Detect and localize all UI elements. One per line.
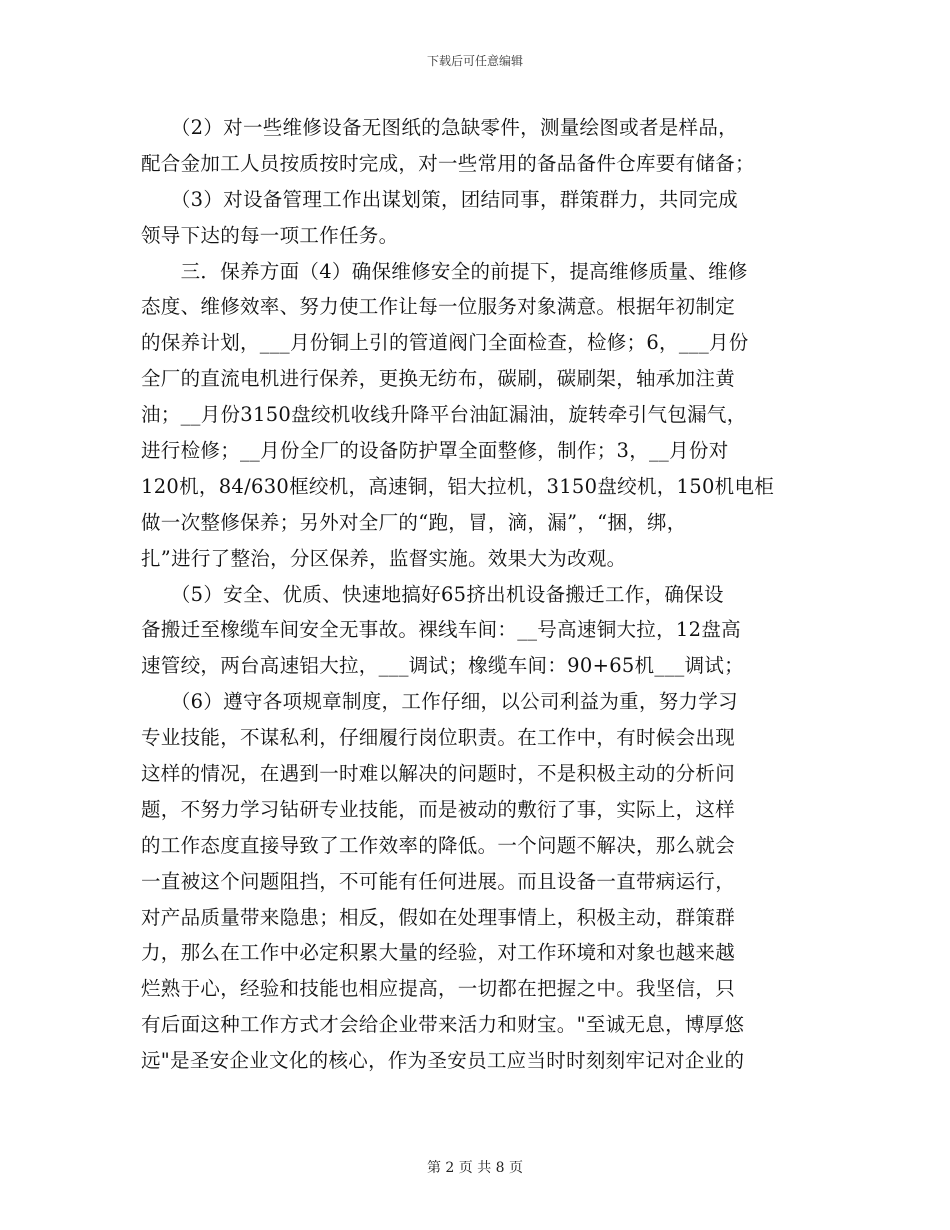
text-line: 一直被这个问题阻挡，不可能有任何进展。而且设备一直带病运行， [141,869,736,893]
text-line: 全厂的直流电机进行保养，更换无纺布，碳刷，碳刷架，轴承加注黄 [141,367,736,391]
text-line: 120机，84/630框绞机，高速铜，铝大拉机，3150盘绞机，150机电柜 [141,474,775,498]
text-line: 进行检修；__月份全厂的设备防护罩全面整修，制作；3，__月份对 [141,439,729,463]
text-line: 速管绞，两台高速铝大拉，___调试；橡缆车间：90+65机___调试； [141,654,744,678]
text-line: 的工作态度直接导致了工作效率的降低。一个问题不解决，那么就会 [141,833,736,857]
text-line: 烂熟于心，经验和技能也相应提高，一切都在把握之中。我坚信，只 [141,977,736,1001]
text-line: 态度、维修效率、努力使工作让每一位服务对象满意。根据年初制定 [141,295,736,319]
text-line: 三．保养方面（4）确保维修安全的前提下，提高维修质量、维修 [141,259,748,283]
text-line: 做一次整修保养；另外对全厂的“跑，冒，滴，漏”，“捆，绑， [141,510,687,534]
text-line: 的保养计划，___月份铜上引的管道阀门全面检查，检修；6，___月份 [141,331,749,355]
page-number: 第 2 页 共 8 页 [426,1160,524,1176]
header-note: 下载后可任意编辑 [426,54,523,68]
text-line: 题，不努力学习钻研专业技能，而是被动的敷衍了事，实际上，这样 [141,797,736,821]
text-line: 扎”进行了整治，分区保养，监督实施。效果大为改观。 [141,546,627,570]
text-line: （5）安全、优质、快速地搞好65挤出机设备搬迁工作，确保设 [141,582,724,606]
text-line: 配合金加工人员按质按时完成，对一些常用的备品备件仓库要有储备； [141,151,755,175]
text-line: 领导下达的每一项工作任务。 [141,223,399,247]
text-line: 对产品质量带来隐患；相反，假如在处理事情上，积极主动，群策群 [141,905,736,929]
text-line: 油；__月份3150盘绞机收线升降平台油缸漏油，旋转牵引气包漏气， [141,403,747,427]
text-line: （2）对一些维修设备无图纸的急缺零件，测量绘图或者是样品， [141,116,738,139]
body-text [141,110,811,1079]
text-line: 这样的情况，在遇到一时难以解决的问题时，不是积极主动的分析问 [141,762,736,786]
text-line: 力，那么在工作中必定积累大量的经验，对工作环境和对象也越来越 [141,941,736,965]
text-line: 有后面这种工作方式才会给企业带来活力和财宝。"至诚无息，博厚悠 [141,1013,745,1037]
text-line: 专业技能，不谋私利，仔细履行岗位职责。在工作中，有时候会出现 [141,726,736,750]
text-line: （6）遵守各项规章制度，工作仔细，以公司利益为重，努力学习 [141,690,738,714]
text-line: （3）对设备管理工作出谋划策，团结同事，群策群力，共同完成 [141,187,738,211]
text-line: 备搬迁至橡缆车间安全无事故。裸线车间：__号高速铜大拉，12盘高 [141,618,741,642]
text-line: 远"是圣安企业文化的核心，作为圣安员工应当时时刻刻牢记对企业的 [141,1049,745,1073]
